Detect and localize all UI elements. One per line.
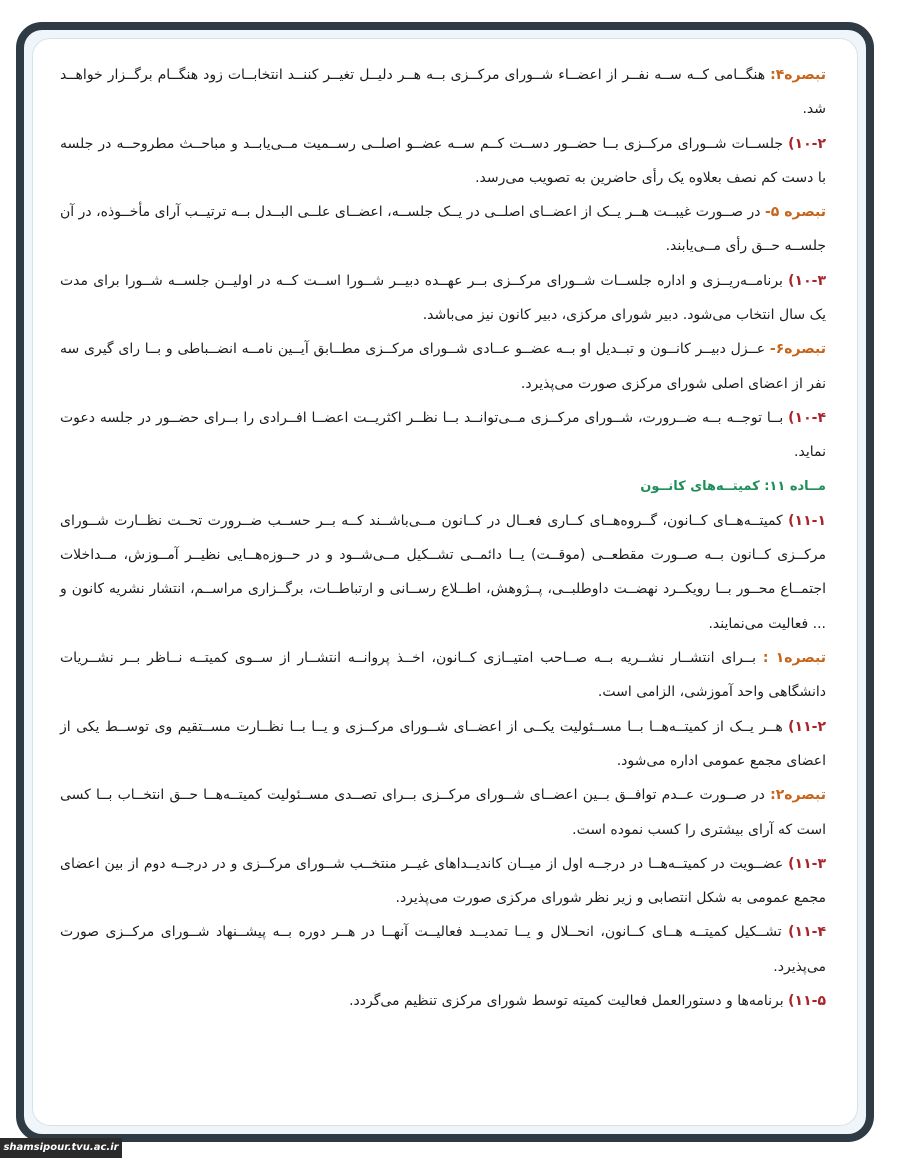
clause-number: ۱۰-۴) xyxy=(788,409,826,426)
clause-11-4 xyxy=(60,915,826,984)
paragraph-text: هــر یــک از کمیتــه‌هــا بــا مســئولیت یکــی از اعضــای شــورای مرکــزی و یــا بــا نظــارت مســتقیم وی توســط یکی از اعضای مجمع عمومی اداره می‌شود. xyxy=(60,718,826,769)
paragraph-text: جلســات شــورای مرکــزی بــا حضــور دســت کــم ســه عضــو اصلــی رســمیت مــی‌یابــد و مباحــث مطروحــه در جلسه با دست کم نصف بعلاوه یک رأی حاضرین به تصویب می‌رسد. xyxy=(60,135,826,186)
note-label: تبصره۴: xyxy=(770,67,826,83)
note-label: تبصره۱ : xyxy=(762,650,826,667)
note-1 xyxy=(60,641,826,710)
paragraph-text: برنامه‌ها و دستورالعمل فعالیت کمیته توسط شورای مرکزی تنظیم می‌گردد. xyxy=(349,993,789,1010)
paragraph-text: هنگــامی کــه ســه نفــر از اعضــاء شــورای مرکــزی بــه هــر دلیــل تغیــر کننــد انتخابــات زود هنگــام برگــزار خواهــد شد. xyxy=(60,67,826,118)
clause-11-3 xyxy=(60,847,826,916)
paragraph-text: بــرای انتشــار نشــریه بــه صــاحب امتیــازی کــانون، اخــذ پروانــه انتشــار از ســوی کمیتــه نــاظر بــر نشــریات دانشگاهی واحد آموزشی، الزامی است. xyxy=(60,650,826,701)
clause-11-5 xyxy=(60,984,826,1018)
clause-number: ۱۱-۲) xyxy=(788,718,826,735)
note-5 xyxy=(60,195,826,264)
clause-number: ۱۱-۳) xyxy=(788,855,826,872)
paragraph-text: تشــکیل کمیتــه هــای کــانون، انحــلال و یــا تمدیــد فعالیــت آنهــا در هــر دوره بــه پیشــنهاد شــورای مرکــزی صورت می‌پذیرد. xyxy=(60,924,826,975)
paragraph-text: کمیتــه‌هــای کــانون، گــروه‌هــای کــاری فعــال در کــانون مــی‌باشــند کــه بــر حســب ضــرورت تحــت نظــارت شــورای مرکــزی کــانون بــه صــورت مقطعــی (موقــت) یــا دائمــی تشــکیل مــی‌شــود و در حــوزه‌هــایی نظیــر آمــوزش، مــداخلات اجتمــاع محــور بــا رویکــرد نهضــت داوطلبــی، پــژوهش، اطــلاع رســانی و ارتباطــات، برگــزاری مراســم، انتشار نشریه کانون و ... فعالیت می‌نمایند. xyxy=(60,512,826,632)
paragraph-text: در صــورت عــدم توافــق بــین اعضــای شــورای مرکــزی بــرای تصــدی مســئولیت کمیتــه‌هــا حــق انتخــاب بــا کسی است که آرای بیشتری را کسب نموده است. xyxy=(60,787,826,838)
site-watermark: shamsipour.tvu.ac.ir xyxy=(0,1138,122,1158)
clause-number: ۱۰-۲) xyxy=(788,135,826,152)
clause-11-2 xyxy=(60,710,826,779)
clause-10-2 xyxy=(60,127,826,196)
clause-11-1 xyxy=(60,504,826,641)
note-label: تبصره۶- xyxy=(769,341,826,358)
note-2 xyxy=(60,778,826,847)
clause-number: ۱۱-۵) xyxy=(788,993,826,1010)
note-6 xyxy=(60,332,826,401)
note-label: تبصره۲: xyxy=(770,787,826,804)
clause-number: ۱۱-۴) xyxy=(788,924,826,941)
clause-10-3 xyxy=(60,264,826,333)
note-4 xyxy=(60,58,826,127)
paragraph-text: عضــویت در کمیتــه‌هــا در درجــه اول از میــان کاندیــداهای غیــر منتخــب شــورای مرکــزی و در درجــه دوم از بین اعضای مجمع عمومی به شکل انتصابی و زیر نظر شورای مرکزی صورت می‌پذیرد. xyxy=(60,855,826,907)
paragraph-text: عــزل دبیــر کانــون و تبــدیل او بــه عضــو عــادی شــورای مرکــزی مطــابق آیــین نامــه انضــباطی و بــا رای گیری سه نفر از اعضای اصلی شورای مرکزی صورت می‌پذیرد. xyxy=(60,341,826,392)
document-content xyxy=(60,58,826,1018)
clause-number: ۱۱-۱) xyxy=(788,512,826,529)
clause-10-4 xyxy=(60,401,826,470)
section-heading-article-11: مــاده ۱۱: کمیتــه‌های کانــون xyxy=(640,478,826,494)
note-label: تبصره ۵- xyxy=(764,204,826,221)
clause-number: ۱۰-۳) xyxy=(788,272,826,289)
paragraph-text: در صــورت غیبــت هــر یــک از اعضــای اصلــی در یــک جلســه، اعضــای علــی البــدل بــه ترتیــب آرای مأخــوذه، در آن جلســه حــق رأی مــی‌یابند. xyxy=(60,204,826,255)
paragraph-text: برنامــه‌ریــزی و اداره جلســات شــورای مرکــزی بــر عهــده دبیــر شــورا اســت کــه در اولیــن جلســه شــورا برای مدت یک سال انتخاب می‌شود. دبیر شورای مرکزی، دبیر کانون نیز می‌باشد. xyxy=(60,272,826,324)
paragraph-text: بــا توجــه بــه ضــرورت، شــورای مرکــزی مــی‌توانــد بــا نظــر اکثریــت اعضــا افــرادی را بــرای حضــور در جلسه دعوت نماید. xyxy=(60,409,826,461)
